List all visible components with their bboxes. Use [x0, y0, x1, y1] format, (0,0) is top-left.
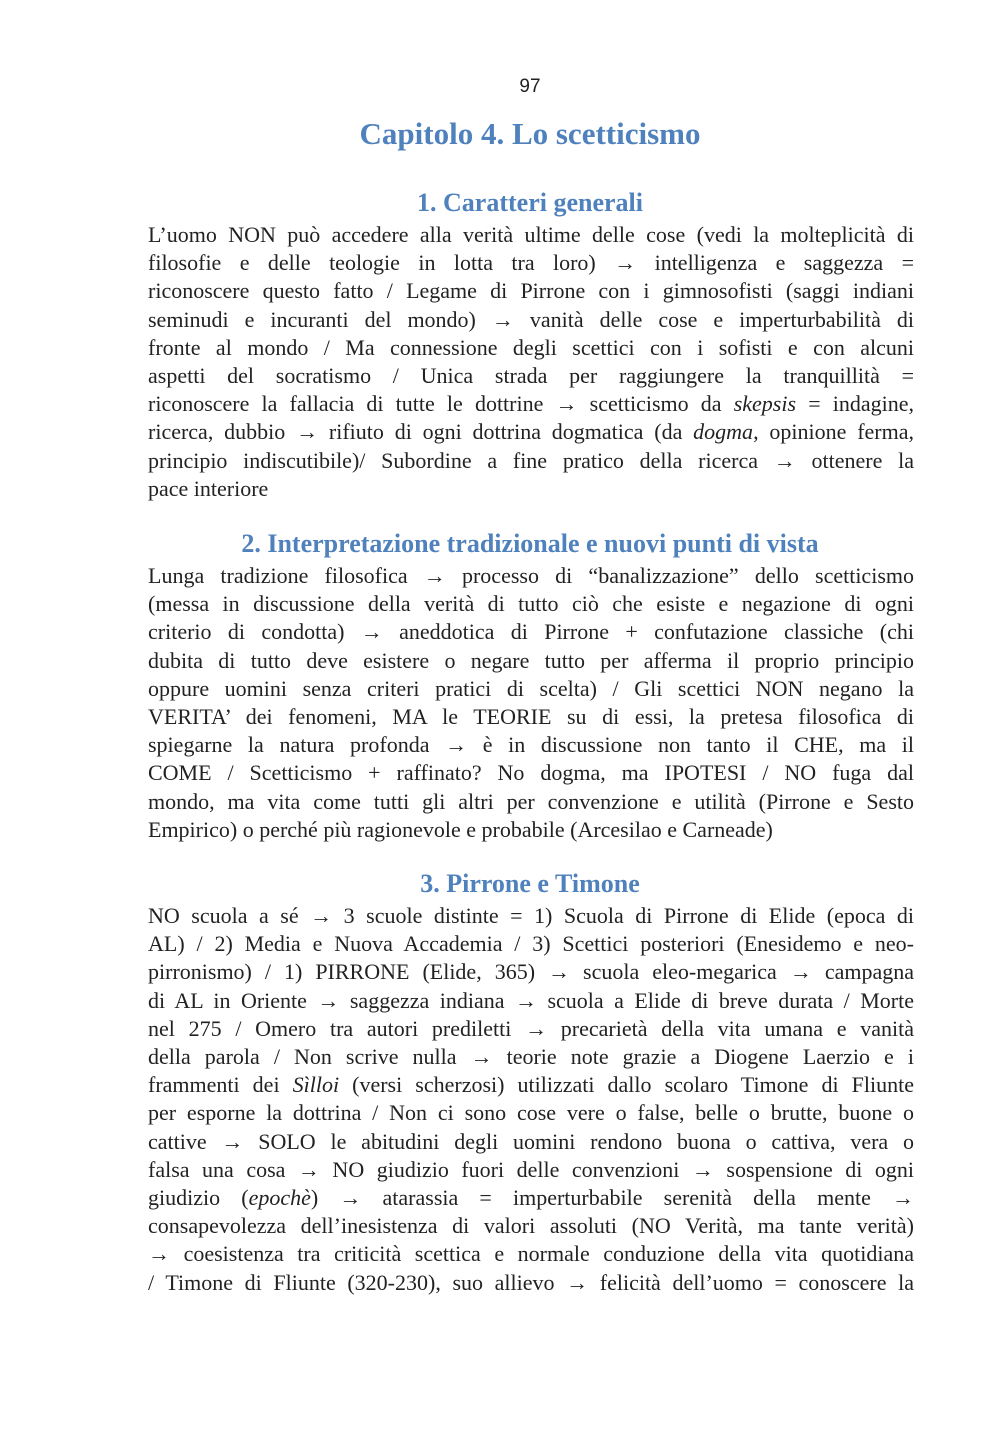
- text-line: [148, 1099, 914, 1127]
- text-line: [148, 703, 914, 731]
- text-line: [148, 1156, 914, 1184]
- text-line: [148, 1269, 914, 1297]
- text-run: mondo, ma vita come tutti gli altri per convenzione e utilità (Pirrone e Sesto: [148, 788, 914, 814]
- text-line: [148, 731, 914, 759]
- text-run: → coesistenza tra criticità scettica e normale conduzione della vita quotidiana: [148, 1241, 914, 1267]
- text-line: [148, 902, 914, 930]
- text-line: [148, 618, 914, 646]
- text-line: [148, 475, 914, 503]
- text-line: [148, 1071, 914, 1099]
- text-line: [148, 418, 914, 446]
- text-line: [148, 334, 914, 362]
- italic-term: dogma: [693, 419, 754, 445]
- text-run: pirronismo) / 1) PIRRONE (Elide, 365) → scuola eleo-megarica → campagna: [148, 959, 914, 985]
- text-run: COME / Scetticismo + raffinato? No dogma, ma IPOTESI / NO fuga dal: [148, 760, 914, 786]
- italic-term: epochè: [248, 1185, 311, 1211]
- text-run: ) → atarassia = imperturbabile serenità della mente →: [310, 1185, 915, 1211]
- text-run: VERITA’ dei fenomeni, MA le TEORIE su di essi, la pretesa filosofica di: [148, 704, 914, 730]
- text-run: (versi scherzosi) utilizzati dallo scolaro Timone di Fliunte: [339, 1072, 914, 1098]
- text-line: [148, 1184, 914, 1212]
- text-run: della parola / Non scrive nulla → teorie note grazie a Diogene Laerzio e i: [148, 1044, 914, 1070]
- text-run: filosofie e delle teologie in lotta tra loro) → intelligenza e saggezza =: [148, 250, 914, 276]
- text-line: [148, 1240, 914, 1268]
- text-run: = indagine,: [796, 391, 914, 417]
- text-line: [148, 1043, 914, 1071]
- text-line: [148, 590, 914, 618]
- section-title-3: 3. Pirrone e Timone: [420, 869, 640, 898]
- text-run: principio indiscutibile)/ Subordine a fine pratico della ricerca → ottenere la: [148, 447, 914, 473]
- section-body-1: [148, 221, 914, 503]
- text-line: [148, 675, 914, 703]
- text-run: consapevolezza dell’inesistenza di valori assoluti (NO Verità, ma tante verità): [148, 1213, 914, 1239]
- page-number: 97: [519, 76, 541, 97]
- text-run: seminudi e incuranti del mondo) → vanità delle cose e imperturbabilità di: [148, 306, 914, 332]
- text-line: [148, 788, 914, 816]
- text-run: ricerca, dubbio → rifiuto di ogni dottrina dogmatica (da: [148, 419, 694, 445]
- text-run: , opinione ferma,: [753, 419, 914, 445]
- text-line: [148, 562, 914, 590]
- text-run: (messa in discussione della verità di tutto ciò che esiste e negazione di ogni: [148, 591, 914, 617]
- text-run: riconoscere la fallacia di tutte le dottrine → scetticismo da: [148, 391, 734, 417]
- text-run: aspetti del socratismo / Unica strada per raggiungere la tranquillità =: [148, 363, 914, 389]
- text-run: falsa una cosa → NO giudizio fuori delle convenzioni → sospensione di ogni: [148, 1156, 914, 1182]
- text-run: pace interiore: [148, 475, 269, 501]
- section-title-2: 2. Interpretazione tradizionale e nuovi punti di vista: [241, 529, 819, 558]
- text-line: [148, 249, 914, 277]
- text-run: fronte al mondo / Ma connessione degli scettici con i sofisti e con alcuni: [148, 334, 914, 360]
- text-run: spiegarne la natura profonda → è in discussione non tanto il CHE, ma il: [148, 732, 914, 758]
- text-run: di AL in Oriente → saggezza indiana → scuola a Elide di breve durata / Morte: [148, 987, 914, 1013]
- text-line: [148, 1128, 914, 1156]
- text-run: criterio di condotta) → aneddotica di Pirrone + confutazione classiche (chi: [148, 619, 914, 645]
- section-body-3: [148, 902, 914, 1297]
- text-line: [148, 306, 914, 334]
- text-line: [148, 362, 914, 390]
- italic-term: Sìlloi: [292, 1072, 340, 1098]
- text-run: nel 275 / Omero tra autori prediletti → precarietà della vita umana e vanità: [148, 1015, 914, 1041]
- italic-term: skepsis: [733, 391, 797, 417]
- text-run: Empirico) o perché più ragionevole e probabile (Arcesilao e Carneade): [148, 816, 773, 842]
- text-line: [148, 447, 914, 475]
- text-run: dubita di tutto deve esistere o negare tutto per afferma il proprio principio: [148, 647, 914, 673]
- text-line: [148, 647, 914, 675]
- text-run: riconoscere questo fatto / Legame di Pirrone con i gimnosofisti (saggi indiani: [148, 278, 914, 304]
- text-run: AL) / 2) Media e Nuova Accademia / 3) Scettici posteriori (Enesidemo e neo-: [148, 931, 914, 957]
- text-run: per esporne la dottrina / Non ci sono cose vere o false, belle o brutte, buone o: [148, 1100, 914, 1126]
- text-line: [148, 958, 914, 986]
- text-run: giudizio (: [148, 1185, 249, 1211]
- text-run: cattive → SOLO le abitudini degli uomini rendono buona o cattiva, vera o: [148, 1128, 914, 1154]
- text-line: [148, 390, 914, 418]
- section-body-2: [148, 562, 914, 844]
- text-line: [148, 1212, 914, 1240]
- text-run: NO scuola a sé → 3 scuole distinte = 1) Scuola di Pirrone di Elide (epoca di: [148, 903, 914, 928]
- text-line: [148, 1015, 914, 1043]
- text-line: [148, 987, 914, 1015]
- text-run: Lunga tradizione filosofica → processo di “banalizzazione” dello scetticismo: [148, 563, 914, 588]
- text-run: oppure uomini senza criteri pratici di scelta) / Gli scettici NON negano la: [148, 675, 914, 701]
- text-line: [148, 930, 914, 958]
- section-title-1: 1. Caratteri generali: [417, 188, 643, 217]
- text-line: [148, 221, 914, 249]
- chapter-title: Capitolo 4. Lo scetticismo: [359, 116, 701, 151]
- text-run: L’uomo NON può accedere alla verità ultime delle cose (vedi la molteplicità di: [148, 222, 914, 247]
- text-run: / Timone di Fliunte (320-230), suo allievo → felicità dell’uomo = conoscere la: [148, 1269, 914, 1295]
- text-run: frammenti dei: [148, 1072, 293, 1098]
- text-line: [148, 759, 914, 787]
- text-line: [148, 816, 914, 844]
- text-line: [148, 277, 914, 305]
